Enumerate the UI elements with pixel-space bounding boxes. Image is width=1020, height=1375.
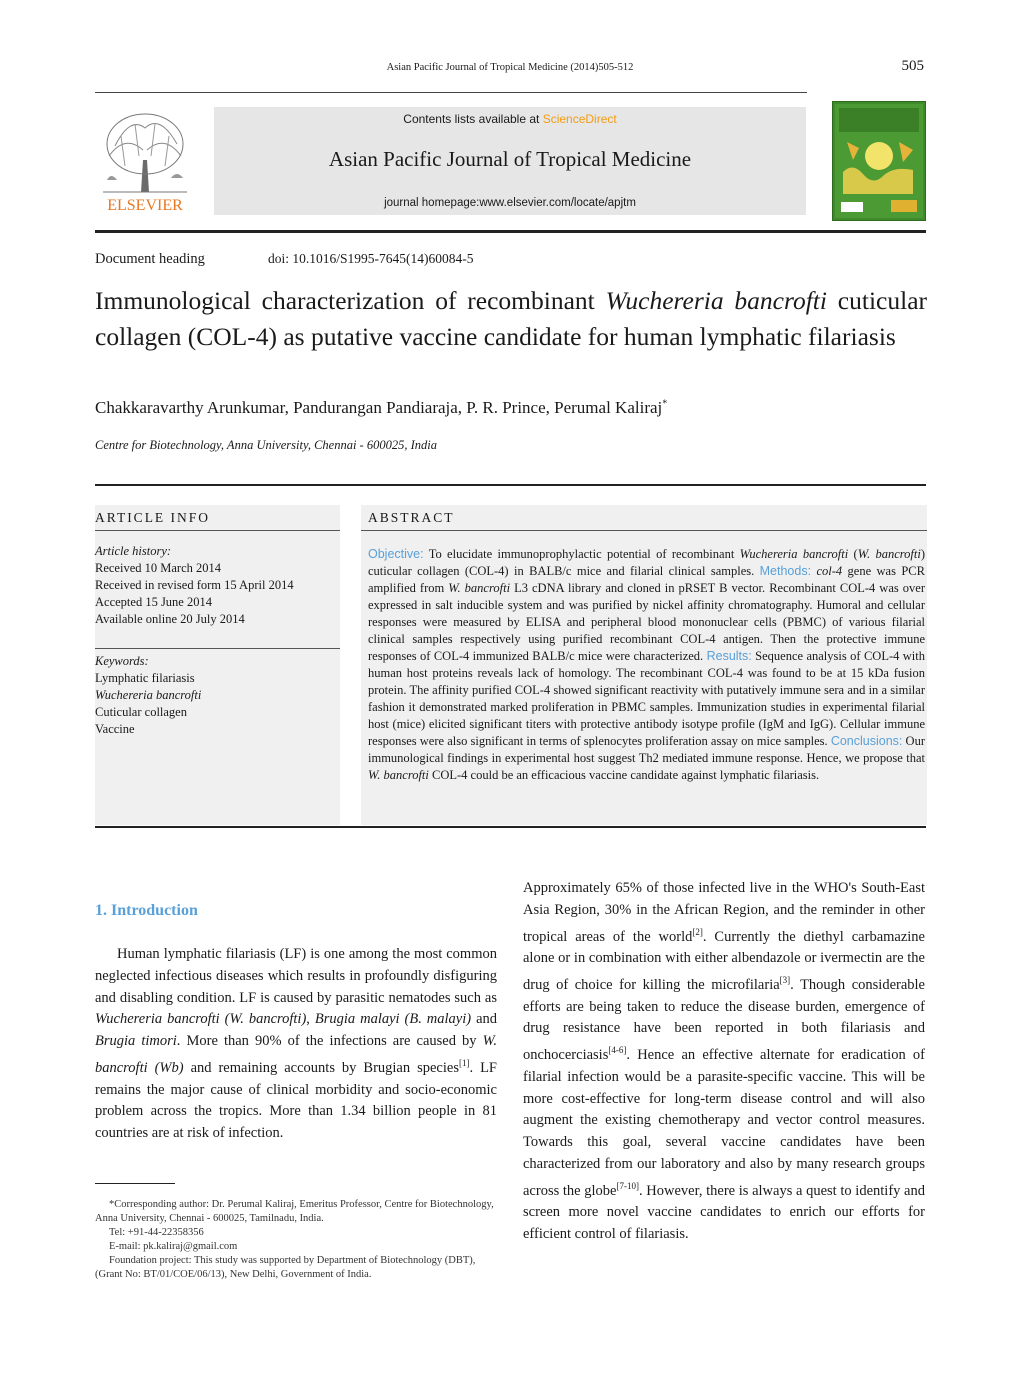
- methods-label: Methods:: [759, 564, 812, 578]
- email[interactable]: E-mail: pk.kaliraj@gmail.com: [109, 1241, 238, 1252]
- page-number: 505: [901, 58, 924, 74]
- footnotes: [95, 1198, 497, 1282]
- article-info-heading: ARTICLE INFO: [95, 510, 211, 525]
- body-column-left: Human lymphatic filariasis (LF) is one among the most common neglected infectious diseases which results in profoundly disfiguring and disabling condition. LF is caused by parasitic nematodes such as Wuchereria bancrofti (W. bancrofti), Brugia malayi (B. malayi) and Brugia timori. More than 90% of the infections are caused by W. bancrofti (Wb) and remaining accounts by Brugian species[1]. LF remains the major cause of clinical morbidity and socio-economic problem across the tropics. More than 1.34 billion people in 81 countries are at risk of infection.: [95, 946, 498, 1142]
- citation[interactable]: [3]: [779, 975, 791, 986]
- keywords-rule: [95, 648, 340, 649]
- citation[interactable]: [2]: [692, 926, 703, 937]
- citation[interactable]: [7-10]: [616, 1180, 639, 1191]
- running-head: Asian Pacific Journal of Tropical Medicine (2014)505-512: [386, 62, 634, 73]
- keywords: [95, 653, 335, 738]
- keyword: Wuchereria bancrofti: [95, 688, 202, 702]
- cover-image-icon: [833, 102, 925, 220]
- info-rule: [95, 530, 340, 531]
- results-label: Results:: [706, 649, 752, 663]
- history-label: Article history:: [95, 544, 172, 558]
- publisher-wordmark: ELSEVIER: [107, 197, 183, 214]
- keyword: Cuticular collagen: [95, 705, 187, 719]
- affiliation: Centre for Biotechnology, Anna University, Chennai - 600025, India: [95, 438, 437, 452]
- journal-banner: [214, 107, 806, 215]
- document-heading: Document heading: [95, 251, 205, 267]
- doi[interactable]: doi: 10.1016/S1995-7645(14)60084-5: [268, 251, 474, 266]
- footnote-rule: [95, 1183, 175, 1184]
- publisher-logo: [95, 106, 195, 214]
- article-title: Immunological characterization of recombinant Wuchereria bancrofti cuticular collagen (COL-4) as putative vaccine candidate for human lymphatic filariasis: [95, 286, 928, 351]
- tree-icon: [95, 106, 195, 214]
- abstract-text: Objective: To elucidate immunoprophylactic potential of recombinant Wuchereria bancrofti (W. bancrofti) cuticular collagen (COL-4) in BALB/c mice and filarial clinical samples. Methods: col-4 gene was PCR amplified from W. bancrofti L3 cDNA library and cloned in pRSET B vector. Recombinant COL-4 was over expressed in salt inducible system and was purified by nickel affinity chromatography. Humoral and cellular responses were measured by ELISA and peripheral blood mononuclear cells (PBMC) of various filarial clinical samples respectively using purified recombinant COL-4 antigen. Then the protective immune responses of COL-4 immunized BALB/c mice were characterized. Results: Sequence analysis of COL-4 with human host proteins reveals lack of homology. The recombinant COL-4 was found to be at 15 kDa fusion protein. The affinity purified COL-4 showed significant reactivity with putatively immune sera and in a similar fashion it demonstrated marked proliferation in PBMC samples. Immunization studies in experimental filarial host (mice) elicited significant titers with protective antibody isotype profile (IgM and IgG). Cellular immune responses were also significant in terms of splenocytes proliferation assay on mice samples. Conclusions: Our immunological findings in experimental host suggest Th2 mediated immune response. Hence, we propose that W. bancrofti COL-4 could be an efficacious vaccine candidate against lymphatic filariasis.: [368, 547, 925, 782]
- history-received: Received 10 March 2014: [95, 561, 222, 575]
- abstract-rule: [361, 530, 927, 531]
- article-history: [95, 543, 335, 628]
- history-accepted: Accepted 15 June 2014: [95, 595, 212, 609]
- authors: Chakkaravarthy Arunkumar, Pandurangan Pandiaraja, P. R. Prince, Perumal Kaliraj*: [95, 398, 668, 417]
- section-title: 1. Introduction: [95, 902, 198, 919]
- history-revised: Received in revised form 15 April 2014: [95, 578, 294, 592]
- journal-cover: [832, 101, 926, 221]
- corresponding-author: *Corresponding author: Dr. Perumal Kaliraj, Emeritus Professor, Centre for Biotechnology, Anna University, Chennai - 600025, Tamilnadu, India.: [95, 1199, 494, 1224]
- keyword: Lymphatic filariasis: [95, 671, 195, 685]
- citation[interactable]: [4-6]: [608, 1045, 627, 1056]
- keyword: Vaccine: [95, 722, 135, 736]
- conclusions-label: Conclusions:: [830, 734, 903, 748]
- section-rule: [95, 484, 926, 486]
- journal-title: Asian Pacific Journal of Tropical Medicine: [328, 147, 692, 171]
- keywords-label: Keywords:: [95, 654, 149, 668]
- top-rule: [95, 92, 807, 93]
- abstract-bottom-rule: [95, 826, 926, 828]
- sciencedirect-link[interactable]: ScienceDirect: [542, 112, 617, 126]
- telephone: Tel: +91-44-22358356: [109, 1227, 204, 1238]
- journal-homepage[interactable]: journal homepage:www.elsevier.com/locate/apjtm: [384, 197, 636, 209]
- header-rule: [95, 230, 926, 233]
- history-online: Available online 20 July 2014: [95, 612, 245, 626]
- citation[interactable]: [1]: [458, 1057, 470, 1068]
- funding-note: Foundation project: This study was supported by Department of Biotechnology (DBT), (Grant No: BT/01/COE/06/13), New Delhi, Government of India.: [95, 1255, 476, 1280]
- objective-label: Objective:: [368, 547, 424, 561]
- body-column-right: Approximately 65% of those infected live in the WHO's South-East Asia Region, 30% in the African Region, and the reminder in other tropical areas of the world[2]. Currently the diethyl carbamazine alone or in combination with either albendazole or ivermectin are the drug of choice for killing the microfilaria[3]. Though considerable efforts are being taken to reduce the disease burden, emergence of drug resistance have been reported in both filariasis and onchocerciasis[4-6]. Hence an effective alternate for eradication of filarial infection would be a parasite-specific vaccine. This will be more cost-effective for long-term disease control and will also augment the existing chemotherapy and vector control measures. Towards this goal, several vaccine candidates have been characterized from our laboratory and also by many research groups across the globe[7-10]. However, there is always a quest to identify and screen more novel vaccine candidates to enrich our efforts for efficient control of filariasis.: [523, 880, 925, 1243]
- abstract-heading: ABSTRACT: [368, 510, 455, 525]
- contents-line: Contents lists available at ScienceDirect: [403, 112, 617, 126]
